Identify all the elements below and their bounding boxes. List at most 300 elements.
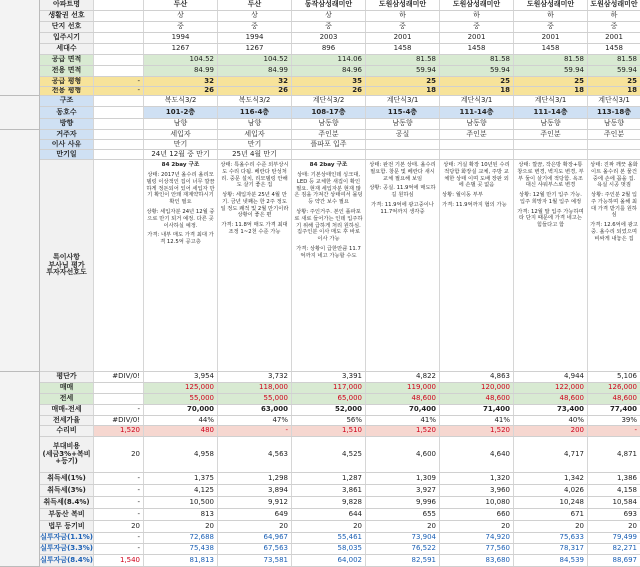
cell-price-acq-tax-8: 10,584 bbox=[612, 497, 637, 506]
cell-price-renovation: 1,520 bbox=[440, 426, 514, 436]
row-price-acq-tax-3 bbox=[40, 485, 640, 497]
cell-price-sale: 118,000 bbox=[218, 383, 292, 393]
note-paragraph: 상태: 특올수리 수준 외부상시도 수리 다됨. 베란다 탄성처리. 중문 설치, 리모델링 안해도 살기 좋은 집 bbox=[220, 162, 289, 189]
cell-price-jeonse: 55,000 bbox=[218, 394, 292, 404]
cell-lease-end: 25년 4월 만기 bbox=[218, 150, 292, 159]
cell-price-real-invest-1: 73,904 bbox=[366, 533, 440, 543]
cell-supply-pyeong: 25 bbox=[588, 77, 640, 86]
cell-price-real-invest-1: 72,688 bbox=[144, 533, 218, 543]
row-price-acq-tax-1 bbox=[40, 473, 640, 485]
note-paragraph: 가격: 11.9억에 광고중이나 11.7억까지 생각중 bbox=[371, 201, 434, 215]
cell-dong-ho: 111-14층 bbox=[440, 107, 514, 118]
cell-households: 1267 bbox=[144, 44, 218, 54]
cell-structure: 계단식3/2 bbox=[292, 96, 366, 106]
note-title: 84 2bay 구조 bbox=[161, 162, 200, 168]
cell-price-renovation: 200 bbox=[514, 426, 588, 436]
label-price-real-invest-1: 실투자금(1.1%) bbox=[40, 533, 93, 542]
note-paragraph: 가격: 상황이 급한만큼 11.7억까지 네고 가능할 수도 bbox=[296, 245, 361, 259]
row-price-real-invest-1 bbox=[40, 533, 640, 544]
cell-price-renovation: - bbox=[218, 426, 292, 436]
cell-price-sale: 120,000 bbox=[440, 383, 514, 393]
cell-move-in-year: 2001 bbox=[514, 33, 588, 43]
cell-structure: 복도식3/2 bbox=[144, 96, 218, 106]
cell-price-broker-fee: 671 bbox=[514, 509, 588, 520]
row-households bbox=[40, 44, 640, 55]
cell-price-sale: 117,000 bbox=[292, 383, 366, 393]
cell-households: 1458 bbox=[514, 44, 588, 54]
row-price-sale bbox=[40, 383, 640, 394]
cell-price-additional-cost: 4,563 bbox=[218, 437, 292, 472]
cell-apartment: 동작삼성래미안 bbox=[292, 0, 366, 10]
cell-supply-area: 81.58 bbox=[366, 55, 440, 65]
cell-price-real-invest-1: 79,499 bbox=[612, 533, 637, 542]
cell-supply-pyeong: 35 bbox=[292, 77, 366, 86]
marker-resident bbox=[94, 130, 144, 139]
cell-price-real-invest-8: 64,002 bbox=[292, 555, 366, 566]
label-dong-ho: 동호수 bbox=[40, 107, 94, 118]
cell-price-legal-fee: 20 bbox=[366, 521, 440, 532]
label-exclusive-pyeong: 전용 평형 bbox=[40, 87, 94, 95]
cell-price-acq-tax-3: 3,894 bbox=[218, 485, 292, 496]
cell-structure: 계단식3/1 bbox=[440, 96, 514, 106]
marker-move-in-year bbox=[94, 33, 144, 43]
note-paragraph: 상태: 2017년 올수리 올리모델링 이상적인 집이 너무 깔끔 하게 정돈되어 있어 세입자 만기 확인이 안돼 재계약하시기 확인 필요 bbox=[146, 172, 215, 206]
cell-price-gap: 70,400 bbox=[366, 405, 440, 415]
cell-price-real-invest-1: 75,633 bbox=[514, 533, 588, 543]
note-col bbox=[218, 160, 292, 371]
label-supply-pyeong: 공급 평형 bbox=[40, 77, 94, 86]
cell-lease-end bbox=[366, 150, 440, 159]
cell-lease-end bbox=[514, 150, 588, 159]
cell-supply-pyeong: 25 bbox=[440, 77, 514, 86]
marker-price-sale bbox=[94, 383, 144, 393]
marker-price-real-invest-8: 1,540 bbox=[94, 555, 144, 566]
label-households: 세대수 bbox=[40, 44, 94, 54]
label-price-additional-cost: 부대비용 (세금3%+복비+등기) bbox=[40, 437, 94, 472]
cell-exclusive-pyeong: 18 bbox=[366, 87, 440, 95]
row-price-additional-cost bbox=[40, 437, 640, 473]
label-complex: 단지 선호 bbox=[40, 22, 94, 32]
cell-households: 1458 bbox=[440, 44, 514, 54]
note-paragraph: 상태: 완전 기본 상태. 올수리 필요함. 창문 및 베란다 새시 교체 필요해 보임 bbox=[369, 162, 436, 182]
cell-price-additional-cost: 4,717 bbox=[514, 437, 588, 472]
marker-price-real-invest-1: - bbox=[94, 533, 144, 543]
label-price-renovation: 수리비 bbox=[40, 426, 94, 436]
marker-price-jeonse-ratio: #DIV/0! bbox=[94, 416, 144, 425]
cell-price-broker-fee: 649 bbox=[218, 509, 292, 520]
cell-direction: 남동향 bbox=[603, 119, 625, 128]
cell-price-acq-tax-8: 9,912 bbox=[218, 497, 292, 508]
cell-price-real-invest-3: 67,563 bbox=[218, 544, 292, 554]
marker-price-gap: - bbox=[94, 405, 144, 415]
label-price-jeonse-ratio: 전세가율 bbox=[40, 416, 94, 425]
label-supply-area: 공급 면적 bbox=[40, 55, 94, 65]
label-price-acq-tax-8: 취득세(8.4%) bbox=[40, 497, 94, 508]
cell-price-real-invest-1: 64,967 bbox=[218, 533, 292, 543]
cell-price-jeonse-ratio: 44% bbox=[144, 416, 218, 425]
cell-price-acq-tax-8: 10,248 bbox=[514, 497, 588, 508]
row-exclusive-pyeong bbox=[40, 87, 640, 96]
note-paragraph: 상황: 세입자분 25년 4월 만기. 금년 넷째는 한 2주 정도일 정도 쾌적 및 2월 만기이라 상황이 좋은 편 bbox=[220, 192, 289, 219]
cell-exclusive-area: 84.99 bbox=[144, 66, 218, 76]
cell-price-sale: 125,000 bbox=[144, 383, 218, 393]
cell-price-acq-tax-3: 3,927 bbox=[366, 485, 440, 496]
cell-lease-end bbox=[292, 150, 366, 159]
cell-price-real-invest-3: 58,035 bbox=[292, 544, 366, 554]
note-paragraph: 상태: 깔끔, 작은방 확장+통창으로 변경, 벽지도 변경, 부부 둘이 살기에 적당함. 욕조 대신 샤워부스로 변경 bbox=[517, 162, 584, 189]
note-col bbox=[144, 160, 218, 371]
cell-dong-ho: 111-14층 bbox=[514, 107, 588, 118]
cell-resident: 주인분 bbox=[603, 130, 625, 138]
cell-price-pyeong-price: 4,863 bbox=[440, 372, 514, 382]
cell-supply-area: 114.06 bbox=[292, 55, 366, 65]
cell-price-legal-fee: 20 bbox=[292, 521, 366, 532]
label-resident: 거주자 bbox=[40, 130, 94, 139]
cell-price-real-invest-8: 73,581 bbox=[218, 555, 292, 566]
cell-price-legal-fee: 20 bbox=[440, 521, 514, 532]
cell-price-real-invest-3: 78,317 bbox=[514, 544, 588, 554]
note-paragraph: 상황: 공실. 11.9억에 매도하길 원하심 bbox=[369, 185, 436, 199]
cell-price-jeonse: 65,000 bbox=[292, 394, 366, 404]
cell-supply-area: 104.52 bbox=[218, 55, 292, 65]
cell-structure: 계단식3/1 bbox=[598, 96, 630, 105]
cell-price-gap: 71,400 bbox=[440, 405, 514, 415]
note-col bbox=[366, 160, 440, 371]
cell-dong-ho: 101-2층 bbox=[144, 107, 218, 118]
cell-price-renovation: 1,520 bbox=[366, 426, 440, 436]
cell-move-reason bbox=[514, 140, 588, 149]
note-col bbox=[514, 160, 588, 371]
row-structure bbox=[40, 96, 640, 107]
cell-price-legal-fee: 20 bbox=[628, 521, 637, 530]
cell-apartment: 도원삼성래미안 bbox=[440, 0, 514, 10]
cell-move-in-year: 1994 bbox=[144, 33, 218, 43]
row-price-broker-fee bbox=[40, 509, 640, 521]
cell-price-jeonse: 48,600 bbox=[366, 394, 440, 404]
row-resident bbox=[40, 130, 640, 140]
cell-supply-area: 81.58 bbox=[588, 55, 640, 65]
row-complex bbox=[40, 22, 640, 33]
label-price-sale: 매매 bbox=[40, 383, 94, 393]
note-paragraph: 상황: 주인거주. 본인 플파포로 새로 들어가는 인데 입주하기 위해 급하게 처리 원하심. 집주인분 이사 매도 후 바로 이사 가능 bbox=[294, 208, 363, 243]
cell-price-legal-fee: 20 bbox=[218, 521, 292, 532]
marker-price-renovation: 1,520 bbox=[94, 426, 144, 436]
cell-price-acq-tax-3: 4,026 bbox=[514, 485, 588, 496]
cell-resident: 주인분 bbox=[440, 130, 514, 139]
marker-exclusive-pyeong: - bbox=[94, 87, 144, 95]
cell-supply-pyeong: 25 bbox=[366, 77, 440, 86]
note-paragraph: 가격: 11.8억 매도 가격 최대 조정 1~2천 수준 가능 bbox=[221, 222, 288, 235]
cell-complex: 중 bbox=[440, 22, 514, 32]
cell-exclusive-area: 59.94 bbox=[440, 66, 514, 76]
cell-households: 1458 bbox=[366, 44, 440, 54]
marker-price-legal-fee: 20 bbox=[94, 521, 144, 532]
cell-price-pyeong-price: 5,106 bbox=[616, 372, 637, 381]
cell-move-reason bbox=[366, 140, 440, 149]
cell-households: 1458 bbox=[605, 44, 623, 53]
cell-direction: 남동향 bbox=[440, 119, 514, 129]
cell-price-real-invest-1: 55,461 bbox=[292, 533, 366, 543]
cell-move-reason: 만기 bbox=[218, 140, 292, 149]
row-preference bbox=[40, 11, 640, 22]
note-paragraph: 상황: 주인분 2월 입주 가능하며 올해 최대 가격 받기를 원하심 bbox=[590, 192, 638, 219]
cell-price-gap: 52,000 bbox=[292, 405, 366, 415]
cell-direction: 남향 bbox=[218, 119, 292, 129]
cell-price-real-invest-8: 84,539 bbox=[514, 555, 588, 566]
cell-apartment: 두산 bbox=[144, 0, 218, 10]
cell-resident: 세입자 bbox=[218, 130, 292, 139]
cell-price-sale: 119,000 bbox=[366, 383, 440, 393]
cell-resident: 주인분 bbox=[292, 130, 366, 139]
cell-price-legal-fee: 20 bbox=[144, 521, 218, 532]
label-structure: 구조 bbox=[40, 96, 94, 106]
marker-complex bbox=[94, 22, 144, 32]
cell-preference: 상 bbox=[218, 11, 292, 21]
cell-price-jeonse-ratio: 40% bbox=[514, 416, 588, 425]
cell-exclusive-area: 59.94 bbox=[514, 66, 588, 76]
row-price-jeonse-ratio bbox=[40, 416, 640, 426]
cell-complex: 중 bbox=[514, 22, 588, 32]
marker-structure bbox=[94, 96, 144, 106]
cell-price-jeonse-ratio: 39% bbox=[621, 416, 637, 424]
marker-price-acq-tax-3: - bbox=[94, 485, 144, 496]
cell-dong-ho: 115-4층 bbox=[366, 107, 440, 118]
cell-price-acq-tax-1: 1,287 bbox=[292, 473, 366, 484]
row-price-pyeong-price bbox=[40, 372, 640, 383]
cell-price-real-invest-3: 76,522 bbox=[366, 544, 440, 554]
row-lease-end bbox=[40, 150, 640, 160]
note-paragraph: 가격: 12.6억에 광고중. 올수리 되었으며 비싸게 내놓은 집 bbox=[590, 222, 638, 242]
cell-supply-pyeong: 25 bbox=[514, 77, 588, 86]
cell-direction: 남동향 bbox=[292, 119, 366, 129]
cell-direction: 남향 bbox=[144, 119, 218, 129]
note-paragraph: 상태: 진짜 깨끗 올화이트 올수리 본 물건 중에 손에 꼽을 집. 욕실 시공 멋짐 bbox=[590, 162, 638, 189]
cell-price-acq-tax-3: 4,125 bbox=[144, 485, 218, 496]
label-agent-note: 특이사항 부사님 평가 투자자선호도 bbox=[40, 160, 94, 371]
cell-price-broker-fee: 813 bbox=[144, 509, 218, 520]
label-price-real-invest-3: 실투자금(3.3%) bbox=[40, 544, 93, 553]
cell-exclusive-area: 59.94 bbox=[366, 66, 440, 76]
cell-price-broker-fee: 655 bbox=[366, 509, 440, 520]
row-move-reason bbox=[40, 140, 640, 150]
cell-move-reason: 만기 bbox=[144, 140, 218, 149]
row-price-gap bbox=[40, 405, 640, 416]
note-col bbox=[440, 160, 514, 371]
cell-price-real-invest-3: 77,560 bbox=[440, 544, 514, 554]
cell-price-jeonse-ratio: 47% bbox=[218, 416, 292, 425]
cell-price-acq-tax-1: 1,375 bbox=[144, 473, 218, 484]
cell-price-broker-fee: 644 bbox=[292, 509, 366, 520]
row-price-legal-fee bbox=[40, 521, 640, 533]
note-col bbox=[292, 160, 366, 371]
cell-apartment: 도원삼성래미안 bbox=[588, 0, 640, 10]
cell-price-jeonse: 55,000 bbox=[144, 394, 218, 404]
marker-lease-end bbox=[94, 150, 144, 159]
cell-move-reason bbox=[440, 140, 514, 149]
cell-price-jeonse-ratio: 41% bbox=[440, 416, 514, 425]
cell-price-acq-tax-1: 1,386 bbox=[616, 473, 637, 482]
cell-apartment: 도원삼성래미안 bbox=[366, 0, 440, 10]
row-move-in-year bbox=[40, 33, 640, 44]
label-price-real-invest-8: 실투자금(8.4%) bbox=[40, 555, 94, 566]
cell-complex: 중 bbox=[218, 22, 292, 32]
cell-price-acq-tax-8: 9,828 bbox=[292, 497, 366, 508]
note-paragraph: 가격: 12월 말 입주 가능하며 타 단지 때문에 가격 네고는 힘들다고 함 bbox=[517, 208, 584, 229]
cell-price-acq-tax-1: 1,298 bbox=[218, 473, 292, 484]
cell-exclusive-pyeong: 18 bbox=[440, 87, 514, 95]
cell-apartment: 두산 bbox=[218, 0, 292, 10]
cell-price-gap: 63,000 bbox=[218, 405, 292, 415]
cell-price-real-invest-3: 82,271 bbox=[612, 544, 637, 553]
cell-households: 896 bbox=[292, 44, 366, 54]
row-dong-ho bbox=[40, 107, 640, 119]
cell-dong-ho: 108-17층 bbox=[292, 107, 366, 118]
cell-preference: 하 bbox=[440, 11, 514, 21]
cell-exclusive-area: 59.94 bbox=[588, 66, 640, 76]
note-paragraph: 가격: 내부 매도 가격 최대 가격 12.5억 공고층 bbox=[147, 232, 214, 246]
marker-price-jeonse bbox=[94, 394, 144, 404]
cell-preference: 상 bbox=[144, 11, 218, 21]
cell-price-pyeong-price: 3,391 bbox=[292, 372, 366, 382]
cell-price-renovation: 480 bbox=[144, 426, 218, 436]
row-price-jeonse bbox=[40, 394, 640, 405]
cell-apartment: 도원삼성래미안 bbox=[514, 0, 588, 10]
cell-preference: 하 bbox=[514, 11, 588, 21]
marker-price-broker-fee: - bbox=[94, 509, 144, 520]
cell-dong-ho: 116-4층 bbox=[218, 107, 292, 118]
marker-supply-pyeong: - bbox=[94, 77, 144, 86]
cell-price-real-invest-8: 81,813 bbox=[144, 555, 218, 566]
cell-complex: 중 bbox=[366, 22, 440, 32]
cell-exclusive-area: 84.96 bbox=[292, 66, 366, 76]
section-basic bbox=[0, 0, 40, 96]
marker-price-real-invest-3: - bbox=[94, 544, 144, 554]
cell-price-jeonse-ratio: 56% bbox=[292, 416, 366, 425]
cell-supply-area: 81.58 bbox=[514, 55, 588, 65]
marker-price-acq-tax-8: - bbox=[94, 497, 144, 508]
cell-complex: 중 bbox=[610, 22, 618, 31]
cell-price-renovation: 1,510 bbox=[292, 426, 366, 436]
cell-price-jeonse-ratio: 41% bbox=[366, 416, 440, 425]
cell-exclusive-pyeong: 18 bbox=[588, 87, 640, 95]
cell-lease-end bbox=[440, 150, 514, 159]
marker-preference bbox=[94, 11, 144, 21]
marker-exclusive-area bbox=[94, 66, 144, 76]
row-price-renovation bbox=[40, 426, 640, 437]
row-exclusive-area bbox=[40, 66, 640, 77]
cell-supply-area: 81.58 bbox=[440, 55, 514, 65]
cell-price-acq-tax-1: 1,342 bbox=[514, 473, 588, 484]
label-price-acq-tax-3: 취득세(3%) bbox=[40, 485, 94, 496]
cell-preference: 하 bbox=[366, 11, 440, 21]
label-price-jeonse: 전세 bbox=[40, 394, 94, 404]
cell-move-in-year: 2001 bbox=[440, 33, 514, 43]
cell-price-jeonse: 48,600 bbox=[440, 394, 514, 404]
cell-resident: 공실 bbox=[366, 130, 440, 139]
cell-exclusive-pyeong: 18 bbox=[514, 87, 588, 95]
row-supply-area bbox=[40, 55, 640, 66]
cell-dong-ho: 113-18층 bbox=[588, 107, 640, 118]
label-price-gap: 매매-전세 bbox=[40, 405, 94, 415]
cell-price-renovation: - bbox=[588, 426, 640, 436]
cell-price-gap: 77,400 bbox=[609, 405, 637, 414]
label-move-in-year: 입주시기 bbox=[40, 33, 94, 43]
cell-price-sale: 126,000 bbox=[588, 383, 640, 393]
cell-complex: 중 bbox=[144, 22, 218, 32]
note-paragraph: 상태: 기본상태인데 싱크대, LED 등 교체한 새집이 확인 필요. 현재 세입자분 현재 많은 짐을 가져간 상태여서 몰딩 등 약간 보수 필요 bbox=[294, 172, 363, 206]
cell-price-pyeong-price: 3,954 bbox=[144, 372, 218, 382]
note-paragraph: 상황: 12월 만기 입주 가능. 입주 희망자 1월 입주 예정 bbox=[519, 192, 582, 205]
cell-price-real-invest-8: 88,697 bbox=[612, 555, 637, 564]
section-price bbox=[0, 372, 40, 567]
cell-price-jeonse: 48,600 bbox=[588, 394, 640, 404]
cell-price-real-invest-8: 83,680 bbox=[440, 555, 514, 566]
cell-price-broker-fee: 660 bbox=[440, 509, 514, 520]
cell-price-additional-cost: 4,958 bbox=[144, 437, 218, 472]
cell-price-acq-tax-1: 1,320 bbox=[440, 473, 514, 484]
cell-price-pyeong-price: 3,732 bbox=[218, 372, 292, 382]
cell-lease-end: 24년 12월 중 만기 bbox=[144, 150, 218, 159]
label-preference: 생활권 선호 bbox=[40, 11, 94, 21]
cell-supply-pyeong: 32 bbox=[218, 77, 292, 86]
cell-price-additional-cost: 4,640 bbox=[440, 437, 514, 472]
cell-direction: 남동향 bbox=[366, 119, 440, 129]
label-price-pyeong-price: 평단가 bbox=[40, 372, 94, 382]
cell-price-real-invest-1: 74,920 bbox=[440, 533, 514, 543]
marker-apartment bbox=[94, 0, 144, 10]
cell-resident: 세입자 bbox=[144, 130, 218, 139]
note-paragraph: 상태: 거실 확장 10년된 수리 적당함 화장실 교체, 주방 교체한 상태 이며 도배 장판 외에 손댈 곳 없음 bbox=[443, 162, 510, 189]
note-col bbox=[588, 160, 640, 371]
label-lease-end: 만기일 bbox=[40, 150, 94, 159]
cell-move-in-year: 1994 bbox=[218, 33, 292, 43]
cell-price-legal-fee: 20 bbox=[514, 521, 588, 532]
marker-direction bbox=[94, 119, 144, 129]
cell-price-broker-fee: 693 bbox=[623, 509, 637, 518]
cell-price-acq-tax-3: 3,960 bbox=[440, 485, 514, 496]
cell-price-jeonse: 48,600 bbox=[514, 394, 588, 404]
cell-price-acq-tax-8: 9,996 bbox=[366, 497, 440, 508]
marker-dong-ho bbox=[94, 107, 144, 118]
cell-move-in-year: 2001 bbox=[366, 33, 440, 43]
cell-price-real-invest-8: 82,591 bbox=[366, 555, 440, 566]
row-price-real-invest-8 bbox=[40, 555, 640, 567]
cell-price-acq-tax-8: 10,080 bbox=[440, 497, 514, 508]
cell-move-reason: 플파포 입주 bbox=[292, 140, 366, 149]
cell-resident: 주인분 bbox=[514, 130, 588, 139]
cell-move-in-year: 2003 bbox=[292, 33, 366, 43]
label-apartment: 아파트명 bbox=[40, 0, 94, 10]
cell-price-pyeong-price: 4,944 bbox=[514, 372, 588, 382]
cell-direction: 남동향 bbox=[514, 119, 588, 129]
cell-move-reason bbox=[588, 140, 640, 149]
cell-complex: 중 bbox=[292, 22, 366, 32]
label-move-reason: 이사 사유 bbox=[40, 140, 94, 149]
note-paragraph: 가격: 11.9억까지 협의 가능 bbox=[442, 201, 507, 208]
marker-price-additional-cost: 20 bbox=[94, 437, 144, 472]
row-price-real-invest-3 bbox=[40, 544, 640, 555]
cell-exclusive-pyeong: 26 bbox=[218, 87, 292, 95]
cell-price-acq-tax-1: 1,309 bbox=[366, 473, 440, 484]
row-agent-note bbox=[40, 160, 640, 372]
label-price-broker-fee: 부동산 복비 bbox=[40, 509, 94, 520]
cell-supply-area: 104.52 bbox=[144, 55, 218, 65]
cell-exclusive-pyeong: 26 bbox=[144, 87, 218, 95]
cell-price-acq-tax-3: 4,158 bbox=[616, 485, 637, 494]
cell-price-real-invest-3: 75,438 bbox=[144, 544, 218, 554]
cell-price-acq-tax-3: 3,861 bbox=[292, 485, 366, 496]
cell-supply-pyeong: 32 bbox=[144, 77, 218, 86]
